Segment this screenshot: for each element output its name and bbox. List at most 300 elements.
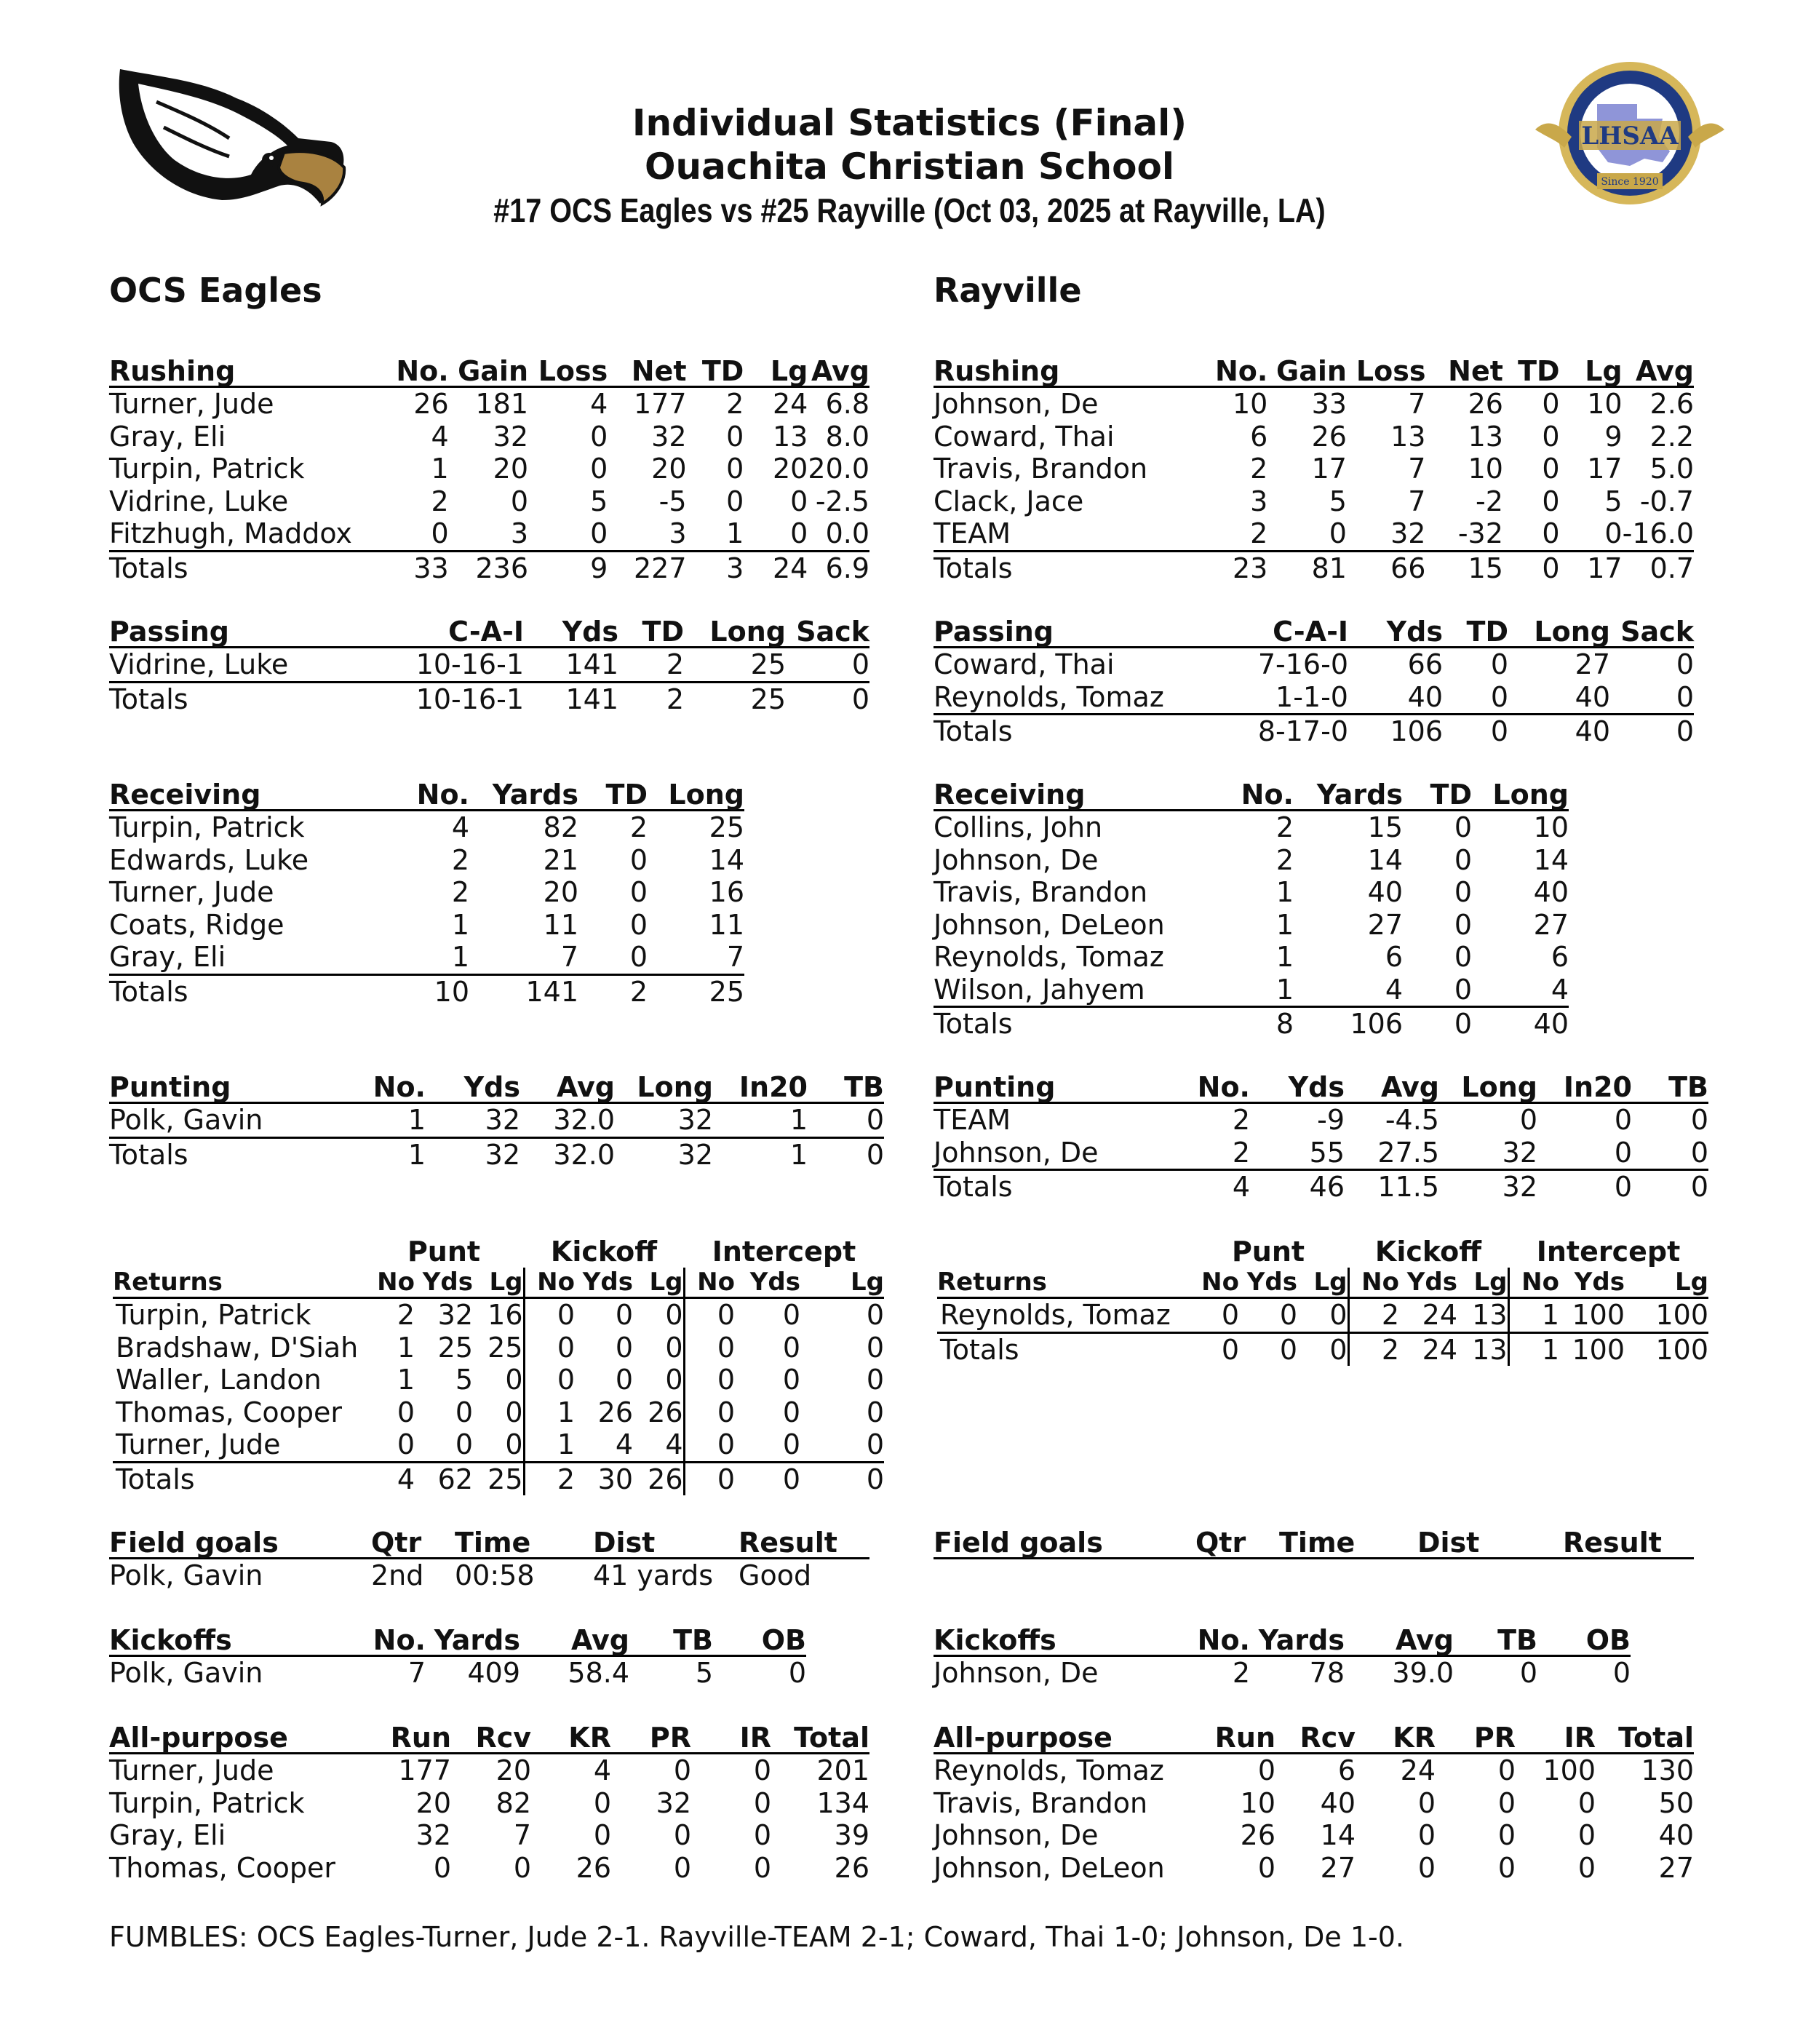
player-name: Travis, Brandon [934, 876, 1148, 909]
stat-cell: 0 [726, 420, 744, 453]
stat-cell: 1 [397, 1364, 415, 1396]
stat-cell: 82 [495, 1786, 531, 1819]
stat-cell: 0 [1542, 552, 1560, 584]
stat-cell: 0 [1612, 1657, 1631, 1690]
matchup-line: #17 OCS Eagles vs #25 Rayville (Oct 03, 2025 at Rayville, LA) [493, 191, 1326, 229]
stat-cell: 0 [1297, 1298, 1348, 1333]
column-header: TD [1503, 357, 1560, 387]
column-header: Rcv [451, 1723, 531, 1754]
stat-cell: 26 [1311, 420, 1347, 453]
column-header: In20 [1537, 1073, 1632, 1103]
stat-cell: 1 [687, 517, 744, 551]
stat-cell: 0 [629, 908, 648, 941]
stat-cell: 13 [1457, 1332, 1508, 1366]
column-header: Receiving [109, 780, 386, 811]
stat-cell: 0 [1417, 1851, 1436, 1884]
stat-cell: 40 [1320, 1786, 1356, 1819]
stat-cell: 100 [1655, 1333, 1708, 1366]
stat-cell: 24 [1399, 1298, 1457, 1333]
returns-group-kickoff: Kickoff [1374, 1236, 1482, 1268]
stat-cell: 32 [1502, 1171, 1537, 1204]
player-name: Polk, Gavin [109, 1103, 335, 1138]
stat-cell: 1 [1275, 941, 1294, 974]
column-header: IR [1516, 1723, 1596, 1754]
table-row [109, 811, 744, 844]
stat-cell: 0 [397, 1396, 415, 1428]
home-kickoffs-table [109, 1626, 806, 1690]
table-header-row [937, 1268, 1708, 1298]
stat-cell: 0 [782, 1364, 800, 1396]
table-row [109, 1656, 806, 1690]
stat-cell: 32 [615, 1103, 713, 1138]
stat-cell: 0 [1577, 1819, 1596, 1852]
stat-cell: 0 [1443, 681, 1508, 715]
stat-cell: 1 [1508, 1298, 1559, 1333]
stat-cell: 0 [726, 485, 744, 517]
stat-cell: 6 [1337, 1754, 1356, 1787]
stat-cell: 0 [1676, 715, 1694, 748]
stat-cell: 32 [426, 1103, 520, 1138]
stat-cell: 4 [1294, 974, 1403, 1007]
stat-cell: 0 [557, 1299, 575, 1332]
stat-cell: 2 [1232, 1657, 1250, 1690]
stat-cell: 26 [834, 1851, 869, 1884]
stat-cell: 40 [1658, 1819, 1694, 1852]
stat-cell: 32 [1439, 1137, 1537, 1170]
stat-cell: 0 [615, 1331, 633, 1364]
stat-cell: 0 [800, 1428, 884, 1462]
table-row [113, 1298, 884, 1332]
stat-cell: 0 [1537, 1137, 1632, 1170]
away-passing-table [934, 617, 1694, 748]
stat-cell: 0 [1542, 420, 1560, 453]
stat-cell: 0 [866, 1138, 884, 1171]
stat-cell: 0 [866, 1396, 884, 1428]
stat-cell: 13 [1457, 1298, 1508, 1333]
stat-cell: 10 [1533, 811, 1569, 844]
stat-cell: -2 [1476, 485, 1503, 517]
column-header: OB [1537, 1626, 1631, 1656]
stat-cell: 25 [473, 1462, 524, 1495]
player-name: Johnson, De [934, 843, 1099, 876]
totals-row [934, 715, 1694, 748]
stat-cell: 24 [1422, 1333, 1457, 1366]
table-row [109, 421, 869, 453]
stat-cell: 10 [1240, 1786, 1275, 1819]
column-header: Long [648, 780, 744, 811]
stat-cell: 15 [1367, 811, 1403, 844]
column-header: Rushing [109, 357, 370, 387]
column-header: No [684, 1268, 735, 1298]
totals-row [109, 551, 869, 584]
stat-cell: 4 [593, 1754, 611, 1787]
stat-cell: 40 [1367, 876, 1403, 909]
stat-cell: 0 [364, 1428, 415, 1462]
stat-cell: 2 [666, 683, 684, 715]
column-header: Yds [1250, 1073, 1345, 1103]
table-header-row [934, 1626, 1631, 1656]
stat-cell: 6.9 [825, 552, 869, 584]
stat-cell: 14 [1367, 843, 1403, 876]
table-row [113, 1332, 884, 1364]
column-header: Lg [1297, 1268, 1348, 1298]
stat-cell: 2.6 [1649, 388, 1694, 421]
stat-cell: 8-17-0 [1257, 715, 1348, 748]
totals-row [109, 1137, 884, 1171]
returns-group-intercept: Intercept [712, 1236, 856, 1268]
stat-cell: 6.8 [825, 388, 869, 421]
returns-group-blank [937, 1236, 1188, 1268]
stat-cell: 7 [648, 941, 744, 974]
player-name: Reynolds, Tomaz [934, 1754, 1164, 1787]
table-row [934, 1819, 1694, 1852]
stat-cell: 2nd [371, 1559, 424, 1592]
stat-cell: 0 [1497, 1851, 1516, 1884]
stat-cell: 27.5 [1345, 1137, 1439, 1170]
home-all-purpose-table [109, 1723, 869, 1884]
stat-cell: 1-1-0 [1210, 681, 1348, 715]
column-header: Qtr [1195, 1528, 1279, 1559]
column-header: Run [1195, 1723, 1275, 1754]
stat-cell: 82 [543, 811, 578, 844]
stat-cell: 0 [1690, 1104, 1708, 1137]
player-name: Edwards, Luke [109, 843, 309, 876]
stat-cell: 0 [717, 1331, 735, 1364]
stat-cell: 25 [437, 1331, 473, 1364]
column-header: Loss [528, 357, 608, 387]
stat-cell: 0 [717, 1364, 735, 1396]
home-rushing-table [109, 357, 869, 584]
stat-cell: 236 [475, 552, 529, 584]
stat-cell: -9 [1317, 1104, 1345, 1137]
stat-cell: 0 [1542, 388, 1560, 421]
column-header: Time [1279, 1528, 1417, 1559]
stat-cell: 11 [709, 908, 744, 941]
stat-cell: 130 [1641, 1754, 1694, 1787]
stat-cell: 0 [593, 1786, 611, 1819]
stat-cell: 17 [1587, 453, 1623, 485]
stat-cell: 4 [633, 1428, 684, 1462]
column-header: Total [771, 1723, 869, 1754]
player-name: Gray, Eli [109, 1819, 226, 1852]
column-header: TD [687, 357, 744, 387]
player-name: TEAM [934, 1104, 1011, 1137]
stat-cell: 78 [1309, 1657, 1345, 1690]
table-row [109, 1559, 869, 1592]
column-header: Yds [426, 1073, 520, 1103]
stat-cell: 7-16-0 [1257, 648, 1348, 681]
stat-cell: 141 [525, 975, 578, 1008]
returns-group-intercept: Intercept [1536, 1236, 1681, 1268]
stat-cell: 4 [397, 1463, 415, 1495]
stat-cell: 1 [1210, 974, 1294, 1007]
stat-cell: 0 [753, 1851, 771, 1884]
stat-cell: 27 [1320, 1851, 1356, 1884]
table-row [934, 485, 1694, 518]
stat-cell: 0 [615, 1364, 633, 1396]
column-header: Avg [808, 357, 869, 387]
stat-cell: 0 [1257, 1754, 1275, 1787]
stat-cell: 9 [590, 552, 608, 584]
column-header: Qtr [371, 1528, 455, 1559]
stat-cell: 00:58 [455, 1559, 535, 1592]
stat-cell: 0.7 [1649, 552, 1694, 584]
column-header: No. [386, 780, 469, 811]
column-header: Kickoffs [109, 1626, 335, 1656]
player-name: Coward, Thai [934, 648, 1115, 681]
stat-cell: 0 [513, 1851, 531, 1884]
column-header: Yds [1559, 1268, 1625, 1298]
stat-cell: 7 [1408, 453, 1426, 485]
away-all-purpose-table [934, 1723, 1694, 1884]
column-header: OB [713, 1626, 806, 1656]
player-name: Wilson, Jahyem [934, 974, 1210, 1007]
stat-cell: 0 [590, 453, 608, 485]
stat-cell: 0 [593, 1819, 611, 1852]
stat-cell: 26 [633, 1396, 684, 1429]
stat-cell: 0 [1454, 811, 1472, 844]
stat-cell: 21 [543, 843, 578, 876]
returns-group-punt: Punt [407, 1236, 481, 1268]
stat-cell: 8 [1275, 1008, 1294, 1041]
stat-cell: 55 [1250, 1137, 1345, 1170]
player-name: Turpin, Patrick [109, 453, 305, 485]
home-passing-table [109, 617, 869, 715]
column-header: PR [1436, 1723, 1516, 1754]
stat-cell: 0 [782, 1463, 800, 1495]
column-header: Gain [1267, 357, 1347, 387]
player-name: Coats, Ridge [109, 908, 284, 941]
stat-cell: 10 [434, 975, 469, 1008]
stat-cell: 0 [1614, 1171, 1632, 1204]
stat-cell: 0 [866, 1331, 884, 1364]
stat-cell: 32 [485, 1138, 520, 1171]
stat-cell: 32 [437, 1299, 473, 1332]
stat-cell: 0 [1632, 1137, 1708, 1170]
table-row [934, 387, 1694, 421]
table-row [109, 844, 744, 877]
column-header: Loss [1347, 357, 1426, 387]
table-row [934, 811, 1569, 844]
stat-cell: 0 [1519, 1104, 1537, 1137]
table-header-row [113, 1268, 884, 1298]
stat-cell: 1 [335, 1103, 426, 1138]
stat-cell: 0 [1454, 941, 1472, 974]
stat-cell: 26 [1468, 388, 1503, 421]
stat-cell: 2 [1159, 1137, 1250, 1170]
column-header: TD [578, 780, 648, 811]
stat-cell: 0 [1417, 1819, 1436, 1852]
column-header: No. [335, 1073, 426, 1103]
column-header: All-purpose [109, 1723, 371, 1754]
stat-cell: 10 [1587, 388, 1623, 421]
stat-cell: 32.0 [553, 1138, 615, 1171]
away-team-name: Rayville [934, 271, 1082, 310]
column-header: Run [371, 1723, 451, 1754]
column-header: Result [739, 1528, 869, 1559]
stat-cell: 30 [597, 1463, 633, 1495]
table-row [109, 941, 744, 974]
stat-cell: 4 [451, 811, 469, 844]
stat-cell: -4.5 [1385, 1104, 1439, 1137]
returns-group-punt: Punt [1231, 1236, 1305, 1268]
stat-cell: 1 [1275, 908, 1294, 941]
column-header: Long [1439, 1073, 1537, 1103]
table-header-row [934, 1528, 1694, 1559]
stat-cell: 41 yards [593, 1559, 714, 1592]
stat-cell: 32 [651, 420, 687, 453]
totals-row [109, 974, 744, 1008]
table-row [109, 1754, 869, 1787]
stat-cell: 6 [1385, 941, 1403, 974]
stat-cell: 177 [633, 388, 687, 421]
stat-cell: 0 [1490, 715, 1508, 748]
table-header-row [934, 780, 1569, 811]
column-header: TD [618, 617, 684, 648]
stat-cell: 11 [543, 908, 578, 941]
stat-cell: 1 [524, 1428, 575, 1462]
stat-cell: 20 [543, 876, 578, 909]
stat-cell: 27 [1658, 1851, 1694, 1884]
player-name: Clack, Jace [934, 485, 1084, 517]
stat-cell: 25 [473, 1332, 524, 1364]
player-name: Johnson, De [934, 1819, 1099, 1852]
home-returns-table [113, 1236, 884, 1495]
stat-cell: 0 [673, 1819, 691, 1852]
stat-cell: 40 [1575, 715, 1610, 748]
stat-cell: 0 [1577, 1851, 1596, 1884]
player-name: Turpin, Patrick [109, 811, 305, 844]
stat-cell: 0 [1614, 1104, 1632, 1137]
table-header-row [109, 1073, 884, 1103]
stat-cell: 26 [1240, 1819, 1275, 1852]
player-name: Vidrine, Luke [109, 648, 386, 683]
stat-cell: 11.5 [1377, 1171, 1439, 1204]
stat-cell: 100 [1559, 1298, 1625, 1333]
stat-cell: 32 [1347, 517, 1426, 551]
report-title: Individual Statistics (Final) [632, 102, 1187, 144]
stat-cell: 1 [1275, 876, 1294, 909]
totals-row [934, 551, 1694, 584]
lhsaa-logo-since: Since 1920 [1601, 176, 1659, 188]
stat-cell: 0 [629, 876, 648, 909]
stat-cell: 0 [788, 1657, 806, 1690]
player-name: Travis, Brandon [934, 453, 1148, 485]
player-name: Polk, Gavin [109, 1559, 263, 1592]
stat-cell: 33 [413, 552, 449, 584]
stat-cell: 17 [1311, 453, 1347, 485]
column-header: TD [1403, 780, 1472, 811]
stat-cell: -2.5 [815, 485, 869, 517]
column-header: C-A-I [386, 617, 524, 648]
stat-cell: 0 [1454, 843, 1472, 876]
player-name: Johnson, De [934, 1657, 1099, 1690]
column-header: All-purpose [934, 1723, 1195, 1754]
column-header: Net [1425, 357, 1502, 387]
stat-cell: 5 [695, 1657, 713, 1690]
stat-cell: 7 [407, 1657, 426, 1690]
stat-cell: 0 [782, 1331, 800, 1364]
stat-cell: 24 [1400, 1754, 1436, 1787]
table-row [109, 387, 869, 421]
stat-cell: 24 [772, 388, 808, 421]
stat-cell: 39 [834, 1819, 869, 1852]
column-header: No [524, 1268, 575, 1298]
stat-cell: 0 [1490, 648, 1508, 681]
column-header: No. [1159, 1626, 1250, 1656]
column-header: Receiving [934, 780, 1210, 811]
stat-cell: 16 [473, 1298, 524, 1332]
school-name: Ouachita Christian School [645, 146, 1174, 188]
stat-cell: 0 [1221, 1333, 1239, 1366]
stat-cell: 1 [557, 1396, 575, 1428]
stat-cell: 40 [1533, 1008, 1569, 1041]
stat-cell: 5 [1329, 485, 1347, 517]
stat-cell: 40 [1533, 876, 1569, 909]
stat-cell: -16.0 [1622, 517, 1694, 550]
stat-cell: 0 [433, 1851, 451, 1884]
stat-cell: 39.0 [1392, 1657, 1454, 1690]
stat-cell: 26 [633, 1462, 684, 1495]
stat-cell: 2 [1275, 811, 1294, 844]
table-row [113, 1364, 884, 1396]
stat-cell: 4 [431, 420, 449, 453]
player-name: Johnson, DeLeon [934, 908, 1165, 941]
stat-cell: 14 [709, 843, 744, 876]
stat-cell: 141 [565, 683, 618, 715]
stat-cell: 0 [557, 1331, 575, 1364]
stat-cell: 4 [590, 388, 608, 421]
stat-cell: 0 [578, 941, 648, 974]
stat-cell: 40 [1508, 681, 1610, 715]
stat-cell: 201 [816, 1754, 869, 1787]
stat-cell: 0 [473, 1428, 524, 1462]
player-name: Totals [109, 1138, 188, 1171]
stat-cell: 26 [413, 388, 449, 421]
stat-cell: 0 [782, 1299, 800, 1332]
table-row [937, 1298, 1708, 1333]
stat-cell: 24 [772, 552, 808, 584]
stat-cell: 10 [1468, 453, 1503, 485]
stat-cell: 2 [1348, 1298, 1399, 1333]
stat-cell: 0 [753, 1786, 771, 1819]
table-header-row [109, 780, 744, 811]
column-header: Avg [1345, 1626, 1454, 1656]
stat-cell: 13 [772, 420, 808, 453]
player-name: Johnson, De [934, 388, 1099, 421]
stat-cell: 106 [1390, 715, 1443, 748]
stat-cell: 10-16-1 [415, 683, 524, 715]
stat-cell: 26 [597, 1396, 633, 1428]
stat-cell: 66 [1407, 648, 1443, 681]
column-header: No. [335, 1626, 426, 1656]
table-row [934, 421, 1694, 453]
column-header: No [1348, 1268, 1399, 1298]
player-name: Totals [934, 715, 1013, 748]
column-header: Lg [800, 1268, 884, 1298]
column-header: Punting [109, 1073, 335, 1103]
column-header: No [364, 1268, 415, 1298]
column-header: TB [1632, 1073, 1708, 1103]
stat-cell: 32 [493, 420, 529, 453]
stat-cell: 0 [1542, 485, 1560, 517]
stat-cell: 8.0 [825, 420, 869, 453]
column-header: Lg [744, 357, 808, 387]
table-header-row [109, 617, 869, 648]
stat-cell: 2 [451, 843, 469, 876]
stat-cell: 2 [451, 876, 469, 909]
away-field-goals-table [934, 1528, 1694, 1559]
